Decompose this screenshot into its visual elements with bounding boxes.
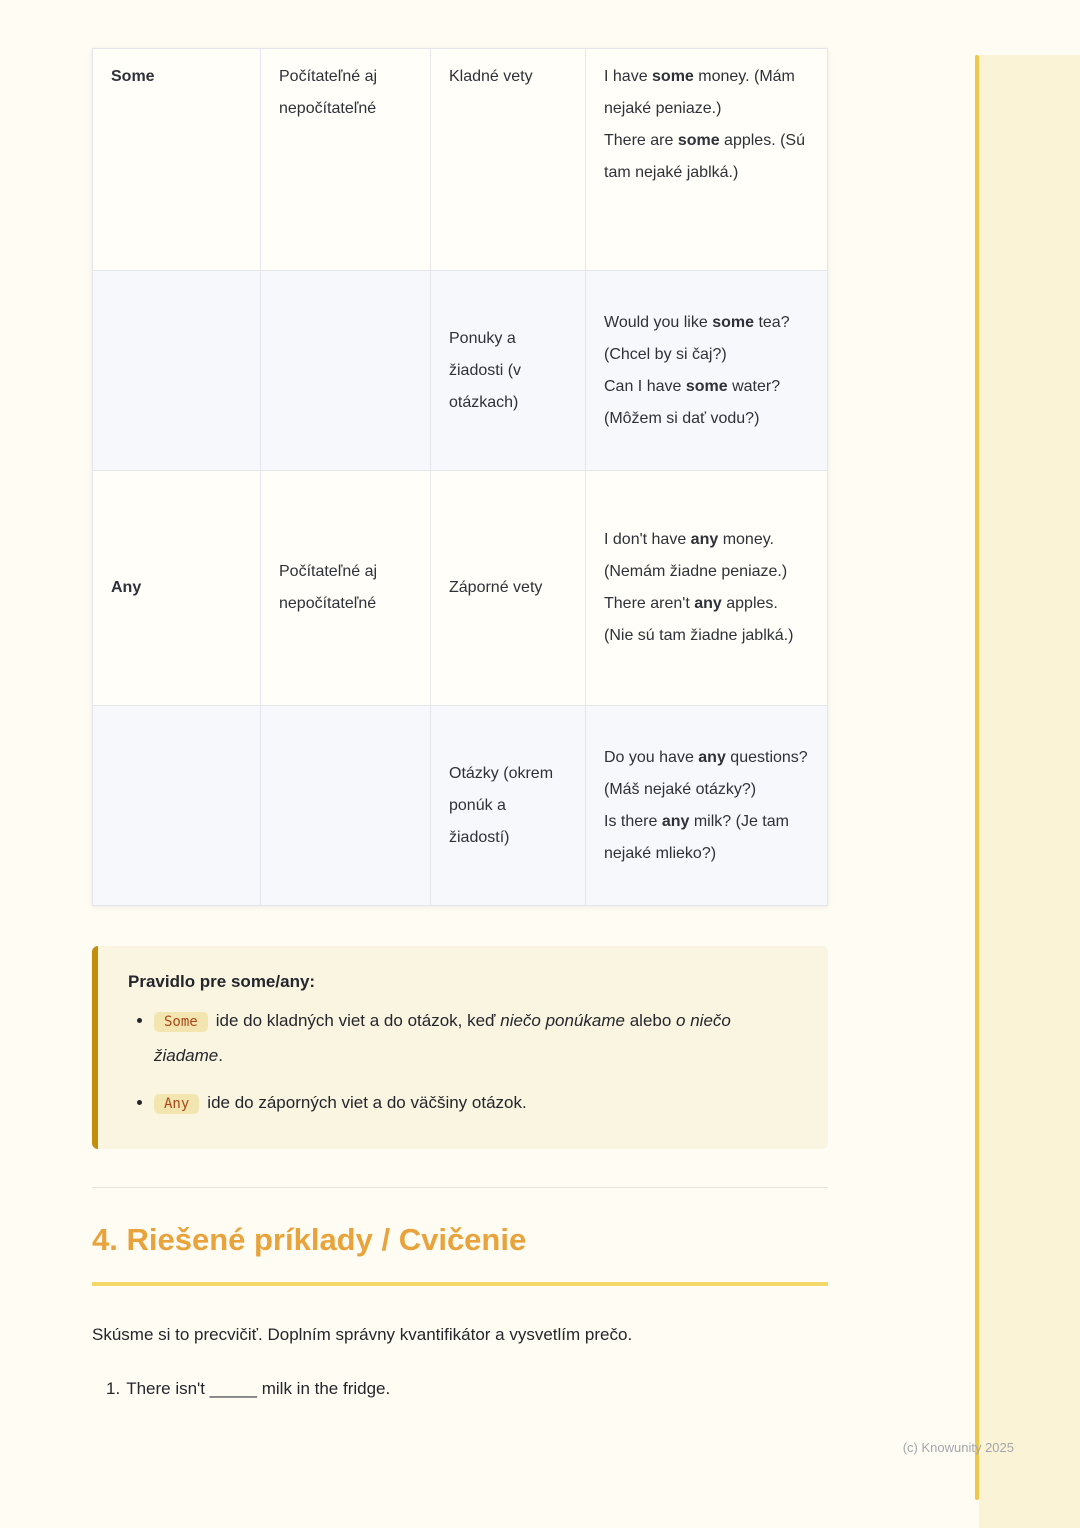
examples-cell: I don't have any money. (Nemám žiadne peniaze.) There aren't any apples. (Nie sú tam žiadne jablká.) [586,471,828,706]
page-edge-line [975,55,979,1500]
callout-bullet-some [154,1004,798,1072]
some-any-grammar-table [92,48,828,906]
usage-cell: Ponuky a žiadosti (v otázkach) [431,271,586,471]
intro-paragraph: Skúsme si to precvičiť. Doplním správny kvantifikátor a vysvetlím prečo. [92,1325,633,1344]
watermark: (c) Knowunity 2025 [902,1440,1014,1455]
code-chip-some: Some [154,1012,208,1032]
table-row-any-negative [93,471,828,706]
table-row-some-offers [93,271,828,471]
countability-cell: Počítateľné aj nepočítateľné [261,49,431,271]
section-heading: 4. Riešené príklady / Cvičenie [92,1222,828,1286]
table-row-any-questions [93,706,828,906]
exercise-item [106,1376,828,1402]
usage-cell: Kladné vety [431,49,586,271]
quantifier-cell: Any [93,471,261,706]
callout-bullet-list [128,1004,798,1121]
content-column [92,48,828,1402]
usage-cell: Záporné vety [431,471,586,706]
quantifier-cell: Some [93,49,261,271]
usage-cell: Otázky (okrem ponúk a žiadostí) [431,706,586,906]
callout-title: Pravidlo pre some/any: [128,972,316,991]
rule-callout [92,946,828,1149]
examples-cell: Do you have any questions? (Máš nejaké otázky?) Is there any milk? (Je tam nejaké mlieko?) [586,706,828,906]
exercise-text: There isn't _____ milk in the fridge. [126,1379,391,1398]
examples-cell: Would you like some tea? (Chcel by si čaj?) Can I have some water? (Môžem si dať vodu?) [586,271,828,471]
exercise-number: 1. [106,1379,121,1398]
countability-cell: Počítateľné aj nepočítateľné [261,471,431,706]
countability-cell [261,271,431,471]
code-chip-any: Any [154,1094,199,1114]
section-divider [92,1187,828,1188]
quantifier-cell [93,706,261,906]
exercise-list [92,1376,828,1402]
callout-bullet-any [154,1086,798,1121]
countability-cell [261,706,431,906]
table-row-some-positive [93,49,828,271]
examples-cell: I have some money. (Mám nejaké peniaze.) There are some apples. (Sú tam nejaké jablká.) [586,49,828,271]
bullet-text: ide do kladných viet a do otázok, keď niečo ponúkame alebo o niečo žiadame. [154,1011,731,1065]
quantifier-cell [93,271,261,471]
page-edge-band [979,55,1080,1528]
bullet-text: ide do záporných viet a do väčšiny otázok. [207,1093,527,1112]
